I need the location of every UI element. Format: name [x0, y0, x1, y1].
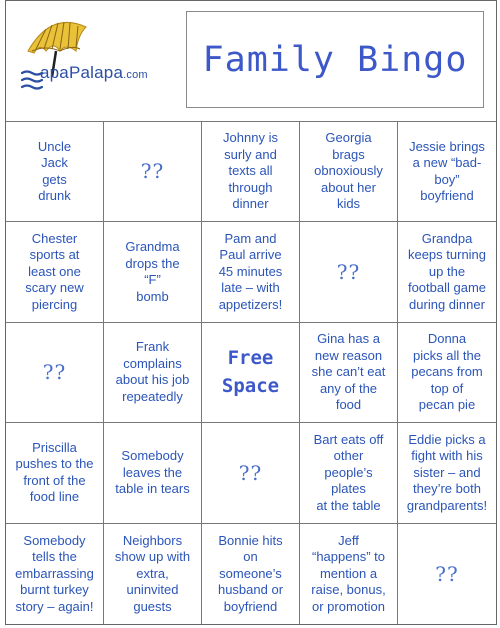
- bingo-cell: [6, 222, 104, 322]
- palapa-umbrella-icon: [16, 7, 186, 107]
- cell-text: ??: [140, 159, 165, 184]
- bingo-cell: [6, 524, 104, 624]
- cell-text: Jessie brings a new “bad- boy” boyfriend: [409, 138, 485, 204]
- cell-text: Bonnie hits on someone’s husband or boyfriend: [217, 532, 284, 614]
- mystery-cell: [104, 122, 202, 222]
- cell-text: Jeff “happens” to mention a raise, bonus, or promotion: [311, 532, 386, 614]
- cell-text: Eddie picks a fight with his sister – and they’re both grandparents!: [406, 431, 488, 513]
- bingo-card: [5, 0, 497, 625]
- cell-text: Georgia brags obnoxiously about her kids: [314, 130, 383, 212]
- cell-text: Chester sports at least one scary new piercing: [25, 230, 84, 312]
- bingo-cell: [104, 423, 202, 523]
- cell-text: ??: [42, 360, 67, 385]
- cell-text: Grandma drops the “F” bomb: [125, 239, 180, 304]
- cell-text: Bart eats off other people’s plates at the table: [313, 431, 384, 513]
- cell-text: Johnny is surly and texts all through dinner: [223, 130, 278, 212]
- bingo-cell: [202, 524, 300, 624]
- mystery-cell: [398, 524, 496, 624]
- logo: [16, 7, 186, 107]
- cell-text: ??: [435, 561, 459, 586]
- cell-text: Frank complains about his job repeatedly: [115, 339, 190, 404]
- cell-text: Priscilla pushes to the front of the food line: [15, 439, 94, 505]
- bingo-cell: [104, 323, 202, 423]
- mystery-cell: [300, 222, 398, 322]
- bingo-cell: [104, 222, 202, 322]
- bingo-cell: [300, 122, 398, 222]
- cell-text: Somebody leaves the table in tears: [115, 448, 190, 497]
- cell-text: Neighbors show up with extra, uninvited guests: [114, 532, 191, 614]
- mystery-cell: [202, 423, 300, 523]
- mystery-cell: [6, 323, 104, 423]
- cell-text: Pam and Paul arrive 45 minutes late – with appetizers!: [218, 230, 283, 312]
- cell-text: Grandpa keeps turning up the football game during dinner: [407, 230, 487, 312]
- cell-text: Uncle Jack gets drunk: [37, 138, 72, 204]
- bingo-cell: [202, 122, 300, 222]
- cell-text: Gina has a new reason she can’t eat any of the food: [311, 331, 386, 413]
- free-space-cell: [202, 323, 300, 423]
- cell-text: Donna picks all the pecans from top of pecan pie: [411, 331, 483, 413]
- cell-text: ??: [238, 460, 263, 485]
- cell-text: Somebody tells the embarrassing burnt turkey story – again!: [15, 532, 94, 614]
- bingo-grid: [6, 121, 496, 624]
- page-title: Family Bingo: [202, 39, 468, 80]
- bingo-cell: [6, 122, 104, 222]
- bingo-cell: [398, 122, 496, 222]
- cell-text: Free Space: [221, 347, 280, 398]
- bingo-cell: [398, 323, 496, 423]
- bingo-cell: [104, 524, 202, 624]
- bingo-cell: [398, 423, 496, 523]
- card-header: [6, 1, 496, 121]
- bingo-cell: [300, 323, 398, 423]
- logo-wordmark: apaPalapa.com: [40, 63, 148, 82]
- bingo-cell: [300, 524, 398, 624]
- title-box: [186, 11, 484, 108]
- bingo-cell: [300, 423, 398, 523]
- cell-text: ??: [336, 259, 361, 284]
- bingo-cell: [202, 222, 300, 322]
- bingo-cell: [6, 423, 104, 523]
- bingo-cell: [398, 222, 496, 322]
